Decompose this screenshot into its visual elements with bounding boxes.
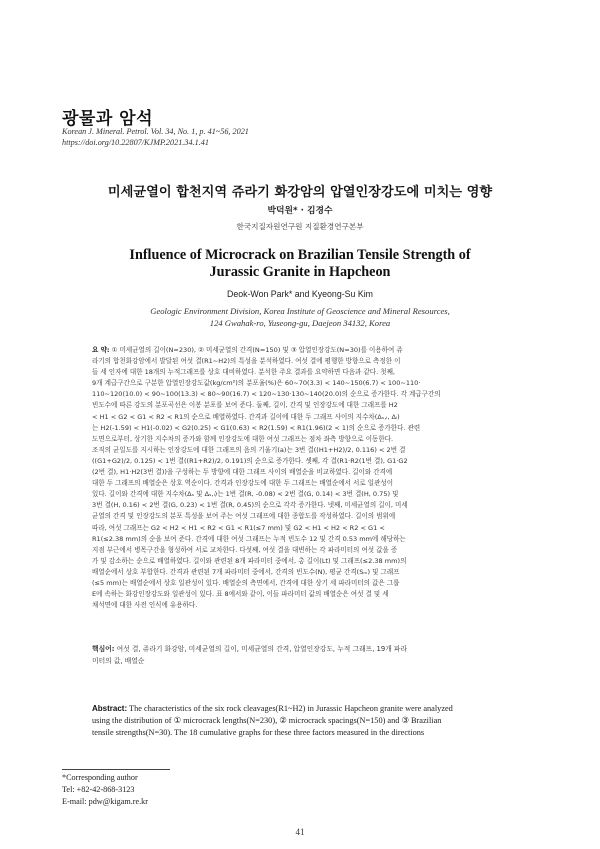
corresponding-tel: Tel: +82-42-868-3123 xyxy=(62,785,135,794)
abstract-line: 지점 부근에서 병목구간을 형성하여 서로 교차한다. 다섯째, 여섯 결을 대변하는 각 파라미터의 여섯 값을 증 xyxy=(92,545,398,554)
abstract-line: 110~120(10.0) < 90~100(13.3) < 80~90(16.7) < 120~130·130~140(20.0)의 순으로 증가한다. 각 계급구간의 xyxy=(92,390,441,399)
corresponding-author-note: *Corresponding author xyxy=(62,773,138,782)
abstract-line: 9개 계급구간으로 구분한 압열인장강도값(kg/cm²)의 분포율(%)은 60~70(3.3) < 140~150(6.7) < 100~110· xyxy=(92,379,421,388)
abstract-en-line: using the distribution of ① microcrack lengths(N=230), ② microcrack spacings(N=150) and ③ Brazilian xyxy=(92,716,442,725)
abstract-line: ((G1+G2)/2, 0.125) < 1번 결((R1+R2)/2, 0.191)의 순으로 증가한다. 셋째, 각 결(R1·R2(1번 결), G1·G2 xyxy=(92,456,408,465)
abstract-en-line: Abstract: The characteristics of the six rock cleavages(R1~H2) in Jurassic Hapcheon granite were analyzed xyxy=(92,704,453,713)
keywords-label: 핵심어: xyxy=(92,645,115,653)
english-abstract xyxy=(92,703,506,739)
korean-title: 미세균열이 합천지역 쥬라기 화강암의 압열인장강도에 미치는 영향 xyxy=(107,185,493,200)
abstract-en-line: tensile strengths(N=30). The 18 cumulative graphs for these three factors measured in the directions xyxy=(92,728,425,737)
english-abstract-label: Abstract: xyxy=(92,704,128,713)
korean-affiliation: 한국지질자원연구원 지질환경연구본부 xyxy=(236,222,364,231)
abstract-line: 라기의 합천화강암에서 발달된 여섯 결(R1~H2)의 특성을 분석하였다. 여섯 결에 평행한 방향으로 측정한 이 xyxy=(92,357,401,366)
page-number: 41 xyxy=(295,827,305,837)
korean-keywords xyxy=(92,643,506,667)
abstract-line: E에 속하는 화강인장강도와 일관성이 있다. 표 8에서와 같이, 이들 파라미터 값의 배열순은 여섯 결 및 세 xyxy=(92,590,389,599)
korean-abstract-label: 요 약: xyxy=(92,346,110,354)
abstract-line: 따라, 여섯 그래프는 G2 < H2 < H1 < R2 < G1 < R1(≤7 mm) 및 G2 < H1 < H2 < R2 < G1 < xyxy=(92,523,385,532)
corresponding-email[interactable]: E-mail: pdw@kigam.re.kr xyxy=(62,797,148,806)
keywords-line: 핵심어: 여섯 결, 쥬라기 화강암, 미세균열의 길이, 미세균열의 간격, 압열인장강도, 누적 그래프, 19개 파라 xyxy=(92,645,408,653)
abstract-line: < H1 < G2 < G1 < R2 < R1의 순으로 배열하였다. 간격과 길이에 대한 두 그래프 사이의 지수차(Δₛ,ₗ, Δₗ) xyxy=(92,412,400,421)
abstract-line: R1(≤2.38 mm)의 순을 보여 준다. 간격에 대한 여섯 그래프는 누적 빈도수 12 및 간격 0.53 mm에 해당하는 xyxy=(92,534,406,543)
abstract-line: 3번 결(H, 0.16) < 2번 결(G, 0.23) < 1번 결(R, 0.45)의 순으로 각각 증가한다. 넷째, 미세균열의 길이, 미세 xyxy=(92,501,408,510)
abstract-line: 대한 두 그래프의 배열순은 상호 역순이다. 간격과 인장강도에 대한 두 그래프는 배열순에서 서로 일관성이 xyxy=(92,479,394,488)
abstract-line: 있다. 길이와 간격에 대한 지수차(Δₛ 및 Δₛ,ₗ)는 1번 결(R, -0.08) < 2번 결(G, 0.14) < 3번 결(H, 0.75) 및 xyxy=(92,490,399,499)
abstract-line: 균열의 간격 및 인장강도의 분포 특성을 보여 주는 여섯 그래프에 대한 종합도를 작성하였다. 길이의 범위에 xyxy=(92,512,396,521)
journal-title: 광물과 암석 xyxy=(62,109,154,129)
abstract-line: (≤5 mm)는 배열순에서 상호 일관성이 있다. 배열순의 측면에서, 간격에 대한 상기 세 파라미터의 값은 그룹 xyxy=(92,578,400,587)
english-authors: Deok-Won Park* and Kyeong-Su Kim xyxy=(226,289,374,299)
abstract-line: 요 약: ① 미세균열의 길이(N=230), ② 미세균열의 간격(N=150) 및 ③ 압열인장강도(N=30)를 이용하여 쥬 xyxy=(92,346,403,354)
english-affiliation-line2: 124 Gwahak-ro, Yuseong-gu, Daejeon 34132, Korea xyxy=(209,318,391,328)
korean-abstract xyxy=(92,345,506,611)
abstract-line: 들 세 인자에 대한 18개의 누적그래프를 상호 대비하였다. 분석한 주요 결과를 요약하면 다음과 같다. 첫째, xyxy=(92,368,396,377)
footnote-divider xyxy=(62,769,170,770)
abstract-line: 가 및 감소하는 순으로 배열하였다. 길이와 관련된 8개 파라미터 중에서, 총 길이(Lt) 및 그래프(≤2.38 mm)의 xyxy=(92,556,407,565)
keywords-line: 미터의 값, 배열순 xyxy=(92,657,145,665)
abstract-line: 조직의 균일도를 지시하는 인장강도에 대한 그래프의 음의 기울기(a)는 3번 결((H1+H2)/2, 0.116) < 2번 결 xyxy=(92,445,406,454)
abstract-line: 채석면에 대한 사전 인식에 유용하다. xyxy=(92,601,198,610)
korean-authors: 박덕원* · 김경수 xyxy=(267,206,333,216)
abstract-line: (2번 결), H1·H2(3번 결))을 구성하는 두 방향에 대한 그래프 사이의 배열순을 비교하였다. 길이와 간격에 xyxy=(92,468,393,477)
abstract-line: 도면으로부터, 상기한 지수차의 증가와 함께 인장강도에 대한 여섯 그래프는 점차 좌측 방향으로 이동한다. xyxy=(92,434,394,443)
abstract-line: 배열순에서 상호 부합한다. 간격과 관련된 7개 파라미터 중에서, 간격의 빈도수(N), 평균 간격(Sₘ) 및 그래프 xyxy=(92,567,400,576)
abstract-line: 빈도수에 따른 강도의 분포곡선은 이봉 분포를 보여 준다. 둘째, 길이, 간격 및 인장강도에 대한 그래프를 H2 xyxy=(92,401,398,410)
abstract-line: 는 H2(-1.59) < H1(-0.02) < G2(0.25) < G1(0.63) < R2(1.59) < R1(1.96)(2 < 1)의 순으로 증가한다. 관련 xyxy=(92,423,421,432)
english-title-line1: Influence of Microcrack on Brazilian Tensile Strength of xyxy=(129,247,471,263)
english-affiliation-line1: Geologic Environment Division, Korea Institute of Geoscience and Mineral Resources, xyxy=(150,306,450,316)
english-title-line2: Jurassic Granite in Hapcheon xyxy=(209,264,391,280)
journal-citation: Korean J. Mineral. Petrol. Vol. 34, No. 1, p. 41~56, 2021 xyxy=(62,127,249,136)
journal-doi[interactable]: https://doi.org/10.22807/KJMP.2021.34.1.41 xyxy=(62,138,209,147)
